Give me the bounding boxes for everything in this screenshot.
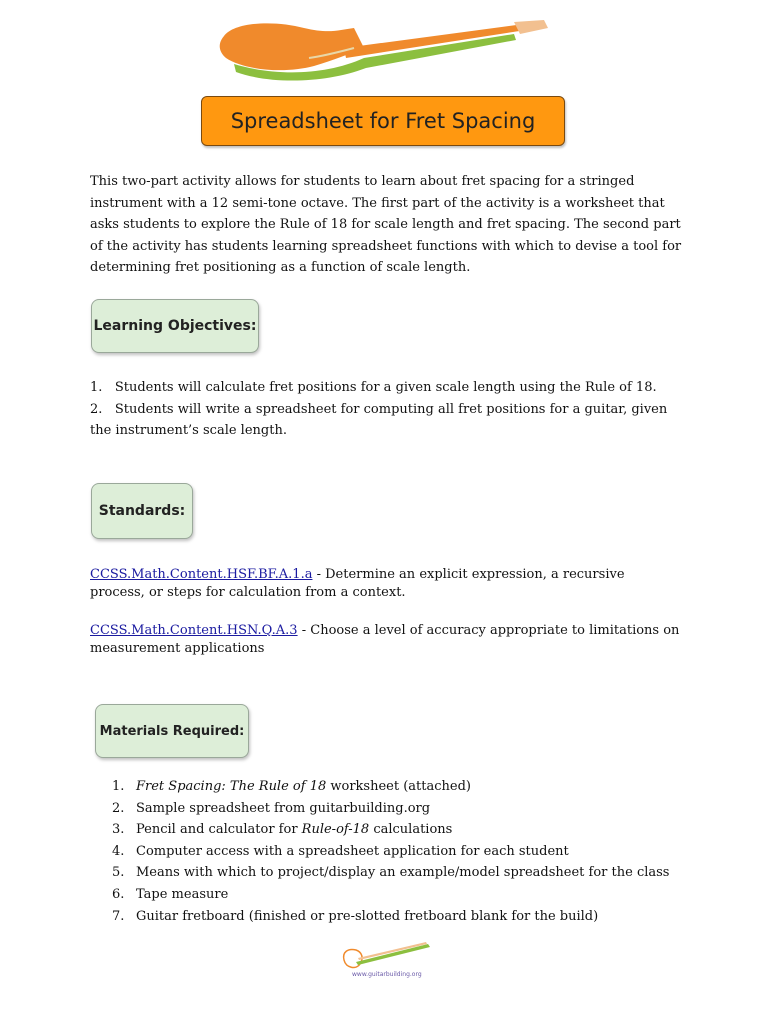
footer-url: www.guitarbuilding.org [352, 971, 422, 978]
standard-item: CCSS.Math.Content.HSN.Q.A.3 - Choose a level of accuracy appropriate to limitations on measurement applications [90, 623, 680, 656]
list-item: 4. Computer access with a spreadsheet application for each student [112, 843, 569, 859]
page-title: Spreadsheet for Fret Spacing [201, 96, 565, 146]
list-item: 6. Tape measure [112, 886, 229, 902]
list-item: 3. Pencil and calculator for Rule-of-18 calculations [112, 822, 453, 838]
learning-objectives-heading: Learning Objectives: [91, 299, 259, 353]
intro-paragraph: This two-part activity allows for students to learn about fret spacing for a stringed instrument with a 12 semi-tone octave. The first part of the activity is a worksheet that asks students to explore the Rule of 18 for scale length and fret spacing. The second part of the activity has students learning spreadsheet functions with which to devise a tool for determining fret positioning as a function of scale length. [90, 174, 682, 275]
materials-list [112, 776, 712, 927]
list-item: 5. Means with which to project/display an example/model spreadsheet for the class [112, 865, 670, 881]
list-item: 1. Students will calculate fret positions for a given scale length using the Rule of 18. [90, 380, 657, 395]
footer-logo-icon [338, 940, 434, 980]
materials-heading: Materials Required: [95, 704, 249, 758]
standard-link[interactable]: CCSS.Math.Content.HSN.Q.A.3 [90, 623, 298, 638]
standards-heading: Standards: [91, 483, 193, 539]
learning-objectives-list [90, 377, 682, 442]
list-item: 2. Students will write a spreadsheet for computing all fret positions for a guitar, given the instrument’s scale length. [90, 401, 668, 438]
list-item: 7. Guitar fretboard (finished or pre-slotted fretboard blank for the build) [112, 908, 599, 924]
standard-link[interactable]: CCSS.Math.Content.HSF.BF.A.1.a [90, 567, 313, 582]
list-item: 2. Sample spreadsheet from guitarbuilding.org [112, 800, 431, 816]
guitar-logo-icon [214, 18, 554, 82]
list-item: 1. Fret Spacing: The Rule of 18 worksheet (attached) [112, 779, 471, 794]
standard-item: CCSS.Math.Content.HSF.BF.A.1.a - Determine an explicit expression, a recursive process, or steps for calculation from a context. [90, 567, 625, 600]
